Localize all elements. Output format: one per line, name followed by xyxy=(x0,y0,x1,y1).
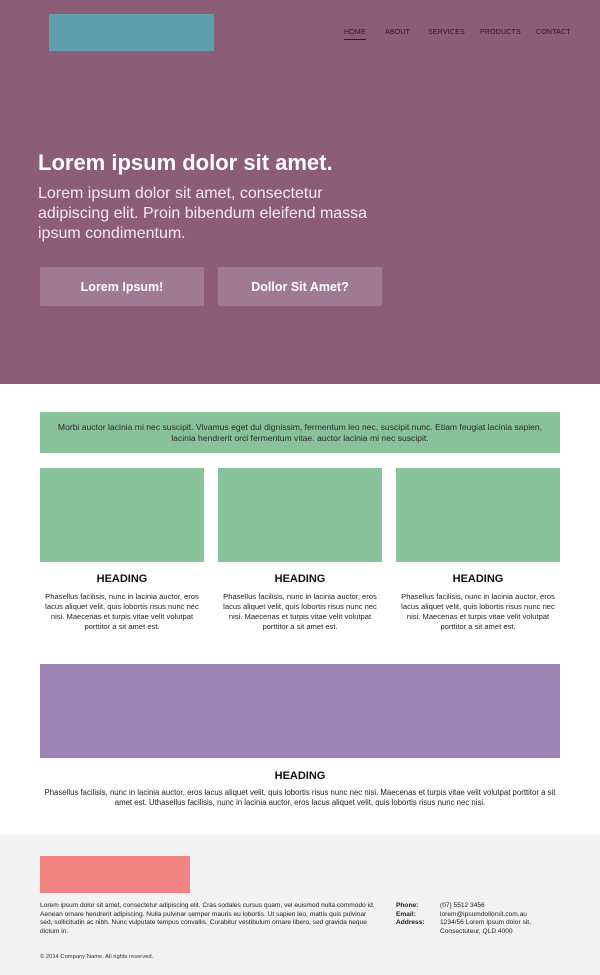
hero-secondary-button[interactable]: Dollor Sit Amet? xyxy=(218,267,382,306)
wide-image xyxy=(40,664,560,758)
phone-label: Phone: xyxy=(396,902,419,909)
email-value[interactable]: lorem@ipsumdollorsit.com.au xyxy=(440,910,527,918)
copyright: © 2014 Company Name. All rights reserved. xyxy=(40,954,154,960)
footer-logo[interactable] xyxy=(40,856,190,893)
phone-value[interactable]: (07) 5512 3456 xyxy=(440,902,485,909)
wide-heading: HEADING xyxy=(274,770,326,782)
feature-text-3: Phasellus facilisis, nunc in lacinia auctor, eros lacus aliquet velit, quis lobortis risus nunc nec nisi. Maecenas et turpis vitae velit volutpat porttitor a sit amet est. xyxy=(401,592,555,631)
nav-item-products[interactable]: PRODUCTS xyxy=(480,29,521,36)
email-label: Email: xyxy=(396,910,416,918)
intro-banner: Morbi auctor lacinia mi nec suscipit. Vivamus eget dui dignissim, fermentum leo nec, suscipit nunc. Etiam feugiat lacinia sapien, lacinia hendrerit orci fermentum vitae. auctor lacinia mi nec suscipit. xyxy=(40,412,560,453)
feature-image-2 xyxy=(218,468,382,562)
nav-item-about[interactable]: ABOUT xyxy=(385,29,411,36)
nav-item-home[interactable]: HOME xyxy=(344,29,366,40)
contact-info xyxy=(396,902,570,936)
feature-heading-2: HEADING xyxy=(274,573,326,585)
nav-item-services[interactable]: SERVICES xyxy=(428,29,465,36)
feature-heading-3: HEADING xyxy=(452,573,504,585)
hero-title: Lorem ipsum dolor sit amet. xyxy=(38,150,333,175)
feature-image-1 xyxy=(40,468,204,562)
hero-subtitle: Lorem ipsum dolor sit amet, consectetur adipiscing elit. Proin bibendum eleifend massa ipsum condimentum. xyxy=(38,185,368,242)
footer-text: Lorem ipsum dolor sit amet, consectetur adipiscing elit. Cras sodales cursus quam, vel euismod nulla commodo id. Aenean ornare hendrerit adipiscing. Nulla pulvinar semper mauris eu lobortis. Ut sapien leo, mattis quis pulvinar sed, sollicitudin ac nibh. Nunc vulputate tempus convallis. Curabitur vestibulum ornare libero, sed gravida neque dictum in. xyxy=(40,902,375,935)
feature-text-2: Phasellus facilisis, nunc in lacinia auctor, eros lacus aliquet velit, quis lobortis risus nunc nec nisi. Maecenas et turpis vitae velit volutpat porttitor a sit amet est. xyxy=(223,592,377,631)
hero-section xyxy=(0,0,600,384)
feature-text-1: Phasellus facilisis, nunc in lacinia auctor, eros lacus aliquet velit, quis lobortis risus nunc nec nisi. Maecenas et turpis vitae velit volutpat porttitor a sit amet est. xyxy=(45,592,199,631)
nav-item-contact[interactable]: CONTACT xyxy=(536,29,571,36)
contact-address-row xyxy=(396,919,570,936)
wide-text: Phasellus facilisis, nunc in lacinia auctor, eros lacus aliquet velit, quis lobortis risus nunc nec nisi. Maecenas et turpis vitae velit volutpat porttitor a sit amet est. Uthasellus facilisis, nunc in lacinia auctor, eros lacus aliquet velit, quis lobortis risus nunc nec nisi. xyxy=(44,788,556,807)
feature-heading-1: HEADING xyxy=(96,573,148,585)
address-label: Address: xyxy=(396,919,425,926)
contact-phone-row xyxy=(396,902,570,911)
feature-image-3 xyxy=(396,468,560,562)
footer xyxy=(0,834,600,975)
site-logo[interactable] xyxy=(49,14,214,51)
contact-email-row xyxy=(396,911,570,920)
address-value: 1234/56 Lorem Ipsum dolor sit, Consectuteur, QLD 4000 xyxy=(440,919,531,935)
hero-primary-button[interactable]: Lorem Ipsum! xyxy=(40,267,204,306)
